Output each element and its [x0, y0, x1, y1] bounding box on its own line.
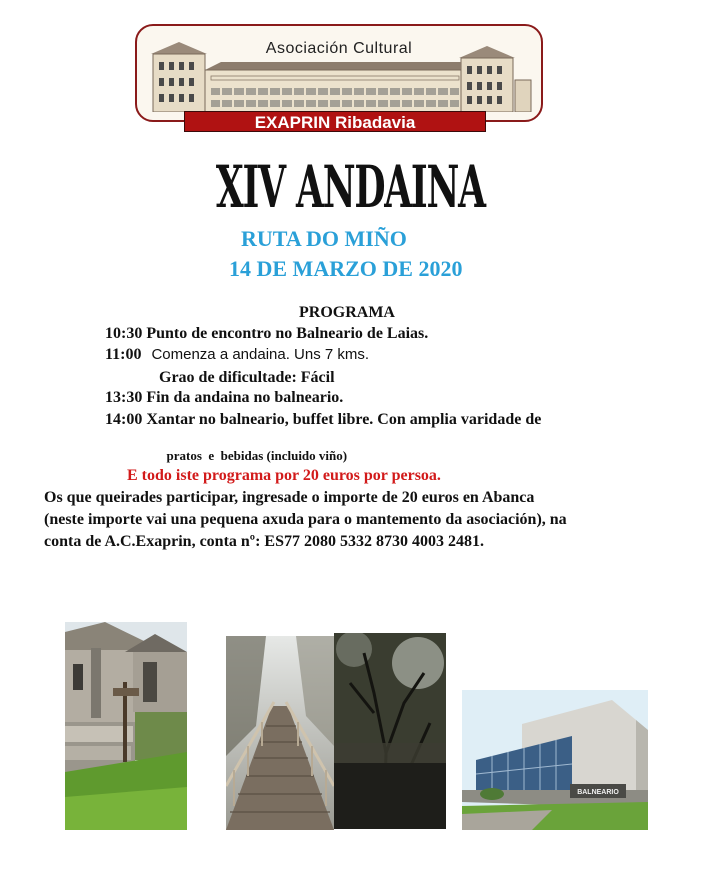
programa-item [159, 369, 335, 387]
payment-line: Os que queirades participar, ingresade o importe de 20 euros en Abanca [44, 489, 535, 506]
association-logo [135, 24, 545, 134]
payment-line: (neste importe vai una pequena axuda para o mantemento da asociación), na [44, 511, 567, 528]
route-subtitle: RUTA DO MIÑO [241, 226, 407, 251]
balneario-photo [462, 690, 648, 830]
event-title: XIV ANDAINA [215, 153, 485, 221]
date-subtitle: 14 DE MARZO DE 2020 [229, 256, 463, 281]
programa-item [105, 325, 428, 343]
programa-time: 10:30 [105, 325, 143, 342]
programa-text: Xantar no balneario, buffet libre. Con amplia varidade de [146, 411, 542, 428]
logo-frame [135, 24, 543, 122]
logo-banner: EXAPRIN Ribadavia [184, 111, 486, 132]
walkway-photo [226, 636, 334, 830]
programa-text: Fin da andaina no balneario. [146, 389, 344, 406]
programa-time: 11:00 [105, 346, 142, 363]
church-photo [65, 622, 187, 830]
programa-time: 14:00 [105, 411, 143, 428]
programa-text: pratos e bebidas (incluido viño) [166, 448, 348, 463]
balneario-sign: BALNEARIO [577, 789, 619, 796]
payment-info [44, 487, 684, 553]
programa-item [105, 411, 541, 429]
price-promo: E todo iste programa por 20 euros por persoa. [127, 467, 441, 484]
programa-item [160, 432, 347, 464]
programa-time: 13:30 [105, 389, 143, 406]
programa-item [105, 346, 369, 364]
programa-item [105, 389, 343, 407]
logo-top-text: Asociación Cultural [265, 40, 413, 57]
programa-heading: PROGRAMA [299, 304, 395, 321]
payment-line: conta de A.C.Exaprin, conta nº: ES77 2080 5332 8730 4003 2481. [44, 533, 484, 550]
programa-text: Comenza a andaina. Uns 7 kms. [151, 346, 370, 363]
programa-text: Grao de dificultade: Fácil [159, 369, 335, 386]
forest-photo [334, 633, 446, 829]
programa-text: Punto de encontro no Balneario de Laias. [146, 325, 429, 342]
